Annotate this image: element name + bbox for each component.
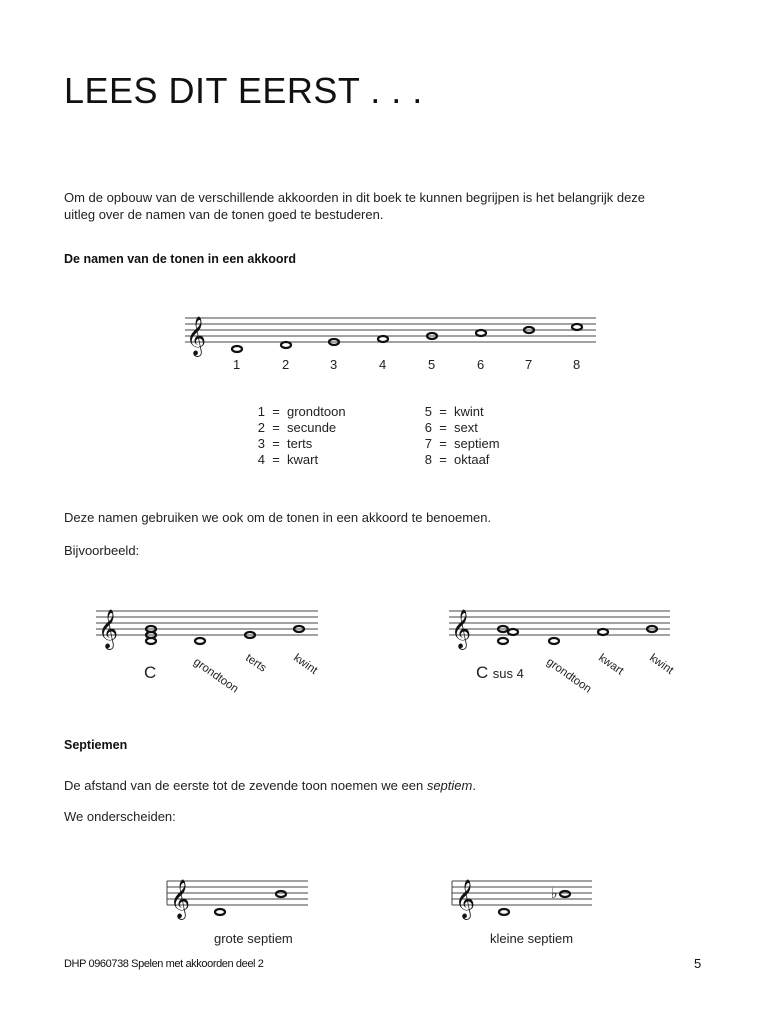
legend-row: 4 = kwart xyxy=(257,452,319,467)
scale-number: 2 xyxy=(282,357,290,372)
intro-line-2: uitleg over de namen van de tonen goed te bestuderen. xyxy=(64,207,384,222)
scale-number: 5 xyxy=(428,357,436,372)
intro-line-1: Om de opbouw van de verschillende akkoorden in dit boek te kunnen begrijpen is het belangrijk deze xyxy=(64,190,646,205)
flat-icon: ♭ xyxy=(551,886,558,902)
septiem-definition: De afstand van de eerste tot de zevende toon noemen we een septiem. xyxy=(64,778,476,793)
legend-row: 8 = oktaaf xyxy=(424,452,490,467)
example-label: Bijvoorbeeld: xyxy=(64,543,140,558)
note-label-kwint: kwint xyxy=(647,652,676,677)
chord-name-c: C xyxy=(144,663,157,682)
note-label-kwart: kwart xyxy=(596,652,626,678)
usage-text: Deze namen gebruiken we ook om de tonen in een akkoord te benoemen. xyxy=(64,510,492,525)
legend-row: 6 = sext xyxy=(424,420,478,435)
scale-number: 1 xyxy=(233,357,241,372)
scale-number: 7 xyxy=(525,357,533,372)
section-heading-tone-names: De namen van de tonen in een akkoord xyxy=(64,252,297,266)
legend-row: 7 = septiem xyxy=(424,436,500,451)
note-label-grondtoon: grondtoon xyxy=(544,656,594,696)
treble-clef-icon: 𝄞 xyxy=(170,879,191,919)
chord-name-csus4: C sus 4 xyxy=(476,663,524,682)
treble-clef-icon: 𝄞 xyxy=(98,609,119,649)
septiem-term: septiem xyxy=(426,778,473,793)
note-label-kwint: kwint xyxy=(291,652,320,677)
scale-number: 8 xyxy=(573,357,581,372)
legend-row: 5 = kwint xyxy=(424,404,484,419)
treble-clef-icon: 𝄞 xyxy=(455,879,476,919)
legend-row: 1 = grondtoon xyxy=(257,404,346,419)
scale-number: 4 xyxy=(379,357,387,372)
note-label-terts: terts xyxy=(243,652,269,675)
grote-septiem-label: grote septiem xyxy=(214,931,293,946)
page-title: LEES DIT EERST . . . xyxy=(64,70,423,111)
scale-number: 6 xyxy=(477,357,485,372)
section-heading-septiemen: Septiemen xyxy=(64,738,128,752)
scale-number: 3 xyxy=(330,357,338,372)
treble-clef-icon: 𝄞 xyxy=(186,316,207,356)
legend-row: 3 = terts xyxy=(257,436,313,451)
page-number: 5 xyxy=(694,956,702,971)
distinguish-label: We onderscheiden: xyxy=(64,809,176,824)
treble-clef-icon: 𝄞 xyxy=(451,609,472,649)
kleine-septiem-label: kleine septiem xyxy=(490,931,574,946)
note-label-grondtoon: grondtoon xyxy=(191,656,241,696)
footer-text: DHP 0960738 Spelen met akkoorden deel 2 xyxy=(64,958,264,970)
legend-row: 2 = secunde xyxy=(257,420,337,435)
